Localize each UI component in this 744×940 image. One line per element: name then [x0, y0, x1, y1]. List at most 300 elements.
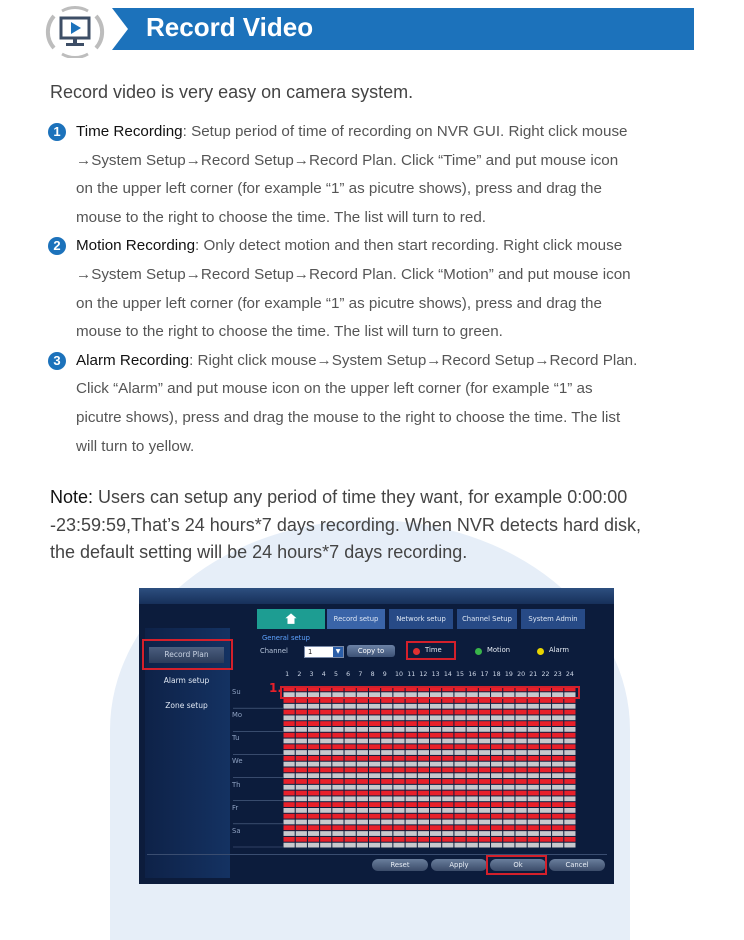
schedule-cell[interactable]: [442, 831, 453, 836]
schedule-cell[interactable]: [491, 733, 502, 738]
schedule-cell[interactable]: [332, 727, 343, 732]
schedule-cell[interactable]: [564, 727, 575, 732]
schedule-cell[interactable]: [479, 773, 490, 778]
schedule-cell[interactable]: [308, 721, 319, 726]
schedule-cell[interactable]: [308, 744, 319, 749]
schedule-cell[interactable]: [479, 796, 490, 801]
schedule-cell[interactable]: [467, 727, 478, 732]
schedule-cell[interactable]: [479, 837, 490, 842]
schedule-cell[interactable]: [332, 773, 343, 778]
schedule-cell[interactable]: [442, 721, 453, 726]
schedule-cell[interactable]: [515, 796, 526, 801]
schedule-cell[interactable]: [357, 744, 368, 749]
schedule-cell[interactable]: [320, 785, 331, 790]
reset-button[interactable]: Reset: [372, 859, 428, 871]
schedule-cell[interactable]: [479, 814, 490, 819]
schedule-cell[interactable]: [467, 715, 478, 720]
schedule-cell[interactable]: [552, 739, 563, 744]
schedule-cell[interactable]: [564, 785, 575, 790]
schedule-cell[interactable]: [393, 773, 404, 778]
schedule-cell[interactable]: [296, 733, 307, 738]
schedule-cell[interactable]: [381, 762, 392, 767]
schedule-cell[interactable]: [552, 715, 563, 720]
schedule-cell[interactable]: [454, 837, 465, 842]
schedule-cell[interactable]: [454, 785, 465, 790]
schedule-cell[interactable]: [442, 756, 453, 761]
schedule-cell[interactable]: [308, 785, 319, 790]
schedule-cell[interactable]: [406, 831, 417, 836]
schedule-cell[interactable]: [552, 808, 563, 813]
schedule-cell[interactable]: [284, 704, 295, 709]
schedule-cell[interactable]: [515, 825, 526, 830]
schedule-cell[interactable]: [442, 814, 453, 819]
schedule-cell[interactable]: [284, 820, 295, 825]
schedule-cell[interactable]: [430, 791, 441, 796]
schedule-cell[interactable]: [528, 802, 539, 807]
schedule-cell[interactable]: [345, 744, 356, 749]
schedule-cell[interactable]: [442, 802, 453, 807]
schedule-cell[interactable]: [308, 814, 319, 819]
tab-channel-setup[interactable]: Channel Setup: [457, 609, 517, 629]
schedule-cell[interactable]: [406, 715, 417, 720]
schedule-cell[interactable]: [320, 762, 331, 767]
schedule-cell[interactable]: [454, 744, 465, 749]
schedule-cell[interactable]: [442, 733, 453, 738]
schedule-cell[interactable]: [296, 820, 307, 825]
schedule-cell[interactable]: [284, 831, 295, 836]
schedule-cell[interactable]: [503, 785, 514, 790]
schedule-cell[interactable]: [479, 704, 490, 709]
schedule-cell[interactable]: [418, 837, 429, 842]
schedule-cell[interactable]: [491, 779, 502, 784]
schedule-cell[interactable]: [393, 820, 404, 825]
schedule-cell[interactable]: [284, 808, 295, 813]
schedule-cell[interactable]: [381, 785, 392, 790]
schedule-cell[interactable]: [515, 802, 526, 807]
schedule-cell[interactable]: [369, 814, 380, 819]
schedule-cell[interactable]: [308, 715, 319, 720]
schedule-cell[interactable]: [503, 831, 514, 836]
schedule-cell[interactable]: [430, 715, 441, 720]
schedule-cell[interactable]: [381, 825, 392, 830]
schedule-cell[interactable]: [503, 802, 514, 807]
schedule-cell[interactable]: [467, 762, 478, 767]
schedule-cell[interactable]: [296, 785, 307, 790]
schedule-cell[interactable]: [320, 739, 331, 744]
schedule-cell[interactable]: [564, 739, 575, 744]
schedule-cell[interactable]: [418, 814, 429, 819]
schedule-cell[interactable]: [369, 762, 380, 767]
schedule-cell[interactable]: [467, 843, 478, 848]
schedule-cell[interactable]: [552, 756, 563, 761]
schedule-cell[interactable]: [406, 843, 417, 848]
schedule-cell[interactable]: [528, 825, 539, 830]
schedule-cell[interactable]: [284, 814, 295, 819]
schedule-cell[interactable]: [467, 831, 478, 836]
schedule-cell[interactable]: [393, 808, 404, 813]
schedule-cell[interactable]: [393, 837, 404, 842]
schedule-cell[interactable]: [357, 756, 368, 761]
schedule-cell[interactable]: [515, 756, 526, 761]
schedule-cell[interactable]: [284, 768, 295, 773]
schedule-cell[interactable]: [515, 733, 526, 738]
schedule-cell[interactable]: [418, 762, 429, 767]
schedule-cell[interactable]: [308, 733, 319, 738]
schedule-cell[interactable]: [308, 750, 319, 755]
schedule-cell[interactable]: [552, 785, 563, 790]
schedule-cell[interactable]: [564, 837, 575, 842]
schedule-cell[interactable]: [393, 768, 404, 773]
schedule-cell[interactable]: [369, 791, 380, 796]
schedule-cell[interactable]: [540, 756, 551, 761]
schedule-cell[interactable]: [345, 843, 356, 848]
schedule-cell[interactable]: [515, 762, 526, 767]
schedule-cell[interactable]: [442, 796, 453, 801]
schedule-cell[interactable]: [467, 802, 478, 807]
schedule-cell[interactable]: [467, 814, 478, 819]
schedule-cell[interactable]: [320, 768, 331, 773]
schedule-cell[interactable]: [284, 796, 295, 801]
schedule-cell[interactable]: [418, 796, 429, 801]
schedule-cell[interactable]: [308, 739, 319, 744]
schedule-cell[interactable]: [503, 733, 514, 738]
schedule-cell[interactable]: [430, 704, 441, 709]
schedule-cell[interactable]: [515, 837, 526, 842]
schedule-cell[interactable]: [284, 744, 295, 749]
schedule-cell[interactable]: [345, 808, 356, 813]
schedule-cell[interactable]: [515, 768, 526, 773]
schedule-cell[interactable]: [467, 808, 478, 813]
schedule-cell[interactable]: [320, 756, 331, 761]
schedule-cell[interactable]: [284, 825, 295, 830]
schedule-cell[interactable]: [552, 768, 563, 773]
schedule-cell[interactable]: [454, 820, 465, 825]
schedule-cell[interactable]: [430, 837, 441, 842]
schedule-cell[interactable]: [406, 779, 417, 784]
schedule-cell[interactable]: [467, 750, 478, 755]
schedule-cell[interactable]: [540, 825, 551, 830]
sidebar-item-record-plan[interactable]: Record Plan: [149, 647, 224, 663]
schedule-cell[interactable]: [296, 773, 307, 778]
schedule-cell[interactable]: [552, 779, 563, 784]
schedule-cell[interactable]: [369, 808, 380, 813]
schedule-cell[interactable]: [381, 779, 392, 784]
schedule-cell[interactable]: [552, 843, 563, 848]
schedule-cell[interactable]: [369, 768, 380, 773]
schedule-cell[interactable]: [479, 715, 490, 720]
schedule-cell[interactable]: [369, 779, 380, 784]
schedule-cell[interactable]: [564, 791, 575, 796]
schedule-cell[interactable]: [564, 704, 575, 709]
schedule-cell[interactable]: [418, 721, 429, 726]
schedule-cell[interactable]: [503, 710, 514, 715]
schedule-cell[interactable]: [393, 802, 404, 807]
schedule-cell[interactable]: [381, 773, 392, 778]
schedule-cell[interactable]: [308, 802, 319, 807]
schedule-cell[interactable]: [442, 825, 453, 830]
schedule-cell[interactable]: [564, 721, 575, 726]
schedule-cell[interactable]: [479, 802, 490, 807]
schedule-cell[interactable]: [528, 739, 539, 744]
schedule-cell[interactable]: [381, 739, 392, 744]
nvr-home-tab[interactable]: [257, 609, 325, 629]
cancel-button[interactable]: Cancel: [549, 859, 605, 871]
schedule-cell[interactable]: [467, 796, 478, 801]
schedule-cell[interactable]: [528, 762, 539, 767]
schedule-cell[interactable]: [357, 837, 368, 842]
schedule-cell[interactable]: [540, 837, 551, 842]
schedule-cell[interactable]: [357, 785, 368, 790]
schedule-cell[interactable]: [467, 785, 478, 790]
schedule-cell[interactable]: [564, 843, 575, 848]
schedule-cell[interactable]: [564, 744, 575, 749]
schedule-cell[interactable]: [308, 831, 319, 836]
schedule-cell[interactable]: [332, 802, 343, 807]
schedule-cell[interactable]: [381, 721, 392, 726]
schedule-cell[interactable]: [430, 808, 441, 813]
schedule-cell[interactable]: [418, 831, 429, 836]
schedule-cell[interactable]: [491, 739, 502, 744]
schedule-cell[interactable]: [528, 704, 539, 709]
schedule-cell[interactable]: [467, 744, 478, 749]
copy-to-button[interactable]: Copy to: [347, 645, 395, 657]
schedule-cell[interactable]: [540, 820, 551, 825]
tab-network-setup[interactable]: Network setup: [389, 609, 453, 629]
schedule-cell[interactable]: [284, 785, 295, 790]
schedule-cell[interactable]: [430, 739, 441, 744]
schedule-cell[interactable]: [540, 744, 551, 749]
schedule-cell[interactable]: [430, 727, 441, 732]
schedule-cell[interactable]: [454, 768, 465, 773]
schedule-cell[interactable]: [369, 715, 380, 720]
schedule-cell[interactable]: [284, 710, 295, 715]
schedule-cell[interactable]: [308, 837, 319, 842]
schedule-cell[interactable]: [296, 802, 307, 807]
schedule-cell[interactable]: [418, 802, 429, 807]
schedule-cell[interactable]: [503, 768, 514, 773]
schedule-cell[interactable]: [430, 825, 441, 830]
schedule-cell[interactable]: [406, 808, 417, 813]
schedule-cell[interactable]: [491, 768, 502, 773]
schedule-cell[interactable]: [345, 727, 356, 732]
schedule-cell[interactable]: [503, 773, 514, 778]
schedule-cell[interactable]: [320, 791, 331, 796]
schedule-cell[interactable]: [430, 733, 441, 738]
schedule-cell[interactable]: [284, 837, 295, 842]
schedule-cell[interactable]: [430, 762, 441, 767]
schedule-cell[interactable]: [442, 710, 453, 715]
schedule-cell[interactable]: [393, 739, 404, 744]
schedule-cell[interactable]: [345, 796, 356, 801]
schedule-cell[interactable]: [308, 768, 319, 773]
schedule-cell[interactable]: [552, 733, 563, 738]
schedule-cell[interactable]: [503, 820, 514, 825]
schedule-cell[interactable]: [454, 721, 465, 726]
schedule-cell[interactable]: [528, 750, 539, 755]
schedule-cell[interactable]: [491, 796, 502, 801]
schedule-cell[interactable]: [467, 721, 478, 726]
schedule-cell[interactable]: [284, 727, 295, 732]
schedule-cell[interactable]: [564, 779, 575, 784]
schedule-cell[interactable]: [552, 762, 563, 767]
schedule-cell[interactable]: [454, 825, 465, 830]
schedule-cell[interactable]: [418, 733, 429, 738]
schedule-cell[interactable]: [357, 814, 368, 819]
schedule-cell[interactable]: [479, 843, 490, 848]
schedule-cell[interactable]: [308, 756, 319, 761]
schedule-cell[interactable]: [528, 710, 539, 715]
schedule-cell[interactable]: [515, 710, 526, 715]
schedule-cell[interactable]: [320, 831, 331, 836]
schedule-cell[interactable]: [528, 744, 539, 749]
schedule-cell[interactable]: [320, 733, 331, 738]
schedule-cell[interactable]: [284, 756, 295, 761]
schedule-cell[interactable]: [552, 837, 563, 842]
schedule-cell[interactable]: [357, 704, 368, 709]
schedule-cell[interactable]: [357, 739, 368, 744]
schedule-cell[interactable]: [552, 710, 563, 715]
schedule-cell[interactable]: [515, 704, 526, 709]
sidebar-item-alarm-setup[interactable]: Alarm setup: [163, 676, 210, 685]
schedule-cell[interactable]: [393, 831, 404, 836]
schedule-cell[interactable]: [393, 710, 404, 715]
tab-record-setup[interactable]: Record setup: [327, 609, 385, 629]
schedule-cell[interactable]: [515, 820, 526, 825]
schedule-cell[interactable]: [393, 733, 404, 738]
schedule-grid[interactable]: [283, 686, 576, 848]
schedule-cell[interactable]: [296, 808, 307, 813]
schedule-cell[interactable]: [528, 843, 539, 848]
schedule-cell[interactable]: [528, 733, 539, 738]
schedule-cell[interactable]: [442, 739, 453, 744]
schedule-cell[interactable]: [369, 785, 380, 790]
schedule-cell[interactable]: [564, 733, 575, 738]
schedule-cell[interactable]: [540, 739, 551, 744]
schedule-cell[interactable]: [491, 715, 502, 720]
schedule-cell[interactable]: [467, 791, 478, 796]
schedule-cell[interactable]: [491, 773, 502, 778]
schedule-cell[interactable]: [515, 791, 526, 796]
schedule-cell[interactable]: [564, 831, 575, 836]
schedule-cell[interactable]: [430, 721, 441, 726]
schedule-cell[interactable]: [369, 756, 380, 761]
schedule-cell[interactable]: [296, 779, 307, 784]
schedule-cell[interactable]: [345, 802, 356, 807]
schedule-cell[interactable]: [418, 756, 429, 761]
schedule-cell[interactable]: [308, 704, 319, 709]
schedule-cell[interactable]: [381, 750, 392, 755]
schedule-cell[interactable]: [406, 727, 417, 732]
schedule-cell[interactable]: [296, 721, 307, 726]
schedule-cell[interactable]: [491, 785, 502, 790]
schedule-cell[interactable]: [503, 779, 514, 784]
schedule-cell[interactable]: [284, 762, 295, 767]
schedule-cell[interactable]: [479, 825, 490, 830]
schedule-cell[interactable]: [369, 744, 380, 749]
schedule-cell[interactable]: [540, 710, 551, 715]
schedule-cell[interactable]: [357, 820, 368, 825]
schedule-cell[interactable]: [552, 825, 563, 830]
schedule-cell[interactable]: [418, 843, 429, 848]
schedule-cell[interactable]: [467, 710, 478, 715]
schedule-cell[interactable]: [406, 802, 417, 807]
schedule-cell[interactable]: [381, 710, 392, 715]
schedule-cell[interactable]: [540, 796, 551, 801]
schedule-cell[interactable]: [454, 704, 465, 709]
schedule-cell[interactable]: [332, 785, 343, 790]
schedule-cell[interactable]: [357, 825, 368, 830]
schedule-cell[interactable]: [308, 796, 319, 801]
schedule-cell[interactable]: [393, 721, 404, 726]
schedule-cell[interactable]: [528, 820, 539, 825]
schedule-cell[interactable]: [369, 831, 380, 836]
schedule-cell[interactable]: [528, 808, 539, 813]
schedule-cell[interactable]: [503, 721, 514, 726]
schedule-cell[interactable]: [284, 802, 295, 807]
schedule-cell[interactable]: [418, 710, 429, 715]
schedule-cell[interactable]: [515, 831, 526, 836]
schedule-cell[interactable]: [564, 802, 575, 807]
schedule-cell[interactable]: [393, 715, 404, 720]
schedule-cell[interactable]: [345, 837, 356, 842]
schedule-cell[interactable]: [357, 733, 368, 738]
schedule-cell[interactable]: [332, 710, 343, 715]
schedule-cell[interactable]: [332, 843, 343, 848]
schedule-cell[interactable]: [552, 796, 563, 801]
schedule-cell[interactable]: [442, 727, 453, 732]
schedule-cell[interactable]: [393, 814, 404, 819]
schedule-cell[interactable]: [406, 791, 417, 796]
schedule-cell[interactable]: [296, 750, 307, 755]
schedule-cell[interactable]: [491, 756, 502, 761]
schedule-cell[interactable]: [454, 733, 465, 738]
schedule-cell[interactable]: [393, 727, 404, 732]
schedule-cell[interactable]: [369, 820, 380, 825]
schedule-cell[interactable]: [406, 756, 417, 761]
schedule-cell[interactable]: [552, 727, 563, 732]
schedule-cell[interactable]: [357, 808, 368, 813]
schedule-cell[interactable]: [332, 831, 343, 836]
schedule-cell[interactable]: [332, 744, 343, 749]
schedule-cell[interactable]: [320, 704, 331, 709]
schedule-cell[interactable]: [491, 825, 502, 830]
schedule-cell[interactable]: [320, 820, 331, 825]
schedule-cell[interactable]: [430, 831, 441, 836]
schedule-cell[interactable]: [393, 779, 404, 784]
schedule-cell[interactable]: [467, 779, 478, 784]
schedule-cell[interactable]: [332, 779, 343, 784]
schedule-cell[interactable]: [418, 744, 429, 749]
schedule-cell[interactable]: [418, 808, 429, 813]
schedule-cell[interactable]: [430, 820, 441, 825]
schedule-cell[interactable]: [393, 744, 404, 749]
schedule-cell[interactable]: [320, 721, 331, 726]
schedule-cell[interactable]: [479, 744, 490, 749]
schedule-cell[interactable]: [345, 710, 356, 715]
schedule-cell[interactable]: [369, 733, 380, 738]
schedule-cell[interactable]: [320, 727, 331, 732]
schedule-cell[interactable]: [345, 779, 356, 784]
schedule-cell[interactable]: [381, 843, 392, 848]
schedule-cell[interactable]: [430, 768, 441, 773]
schedule-cell[interactable]: [284, 750, 295, 755]
schedule-cell[interactable]: [369, 721, 380, 726]
schedule-cell[interactable]: [369, 802, 380, 807]
schedule-cell[interactable]: [454, 808, 465, 813]
schedule-cell[interactable]: [528, 779, 539, 784]
schedule-cell[interactable]: [357, 710, 368, 715]
schedule-cell[interactable]: [393, 785, 404, 790]
